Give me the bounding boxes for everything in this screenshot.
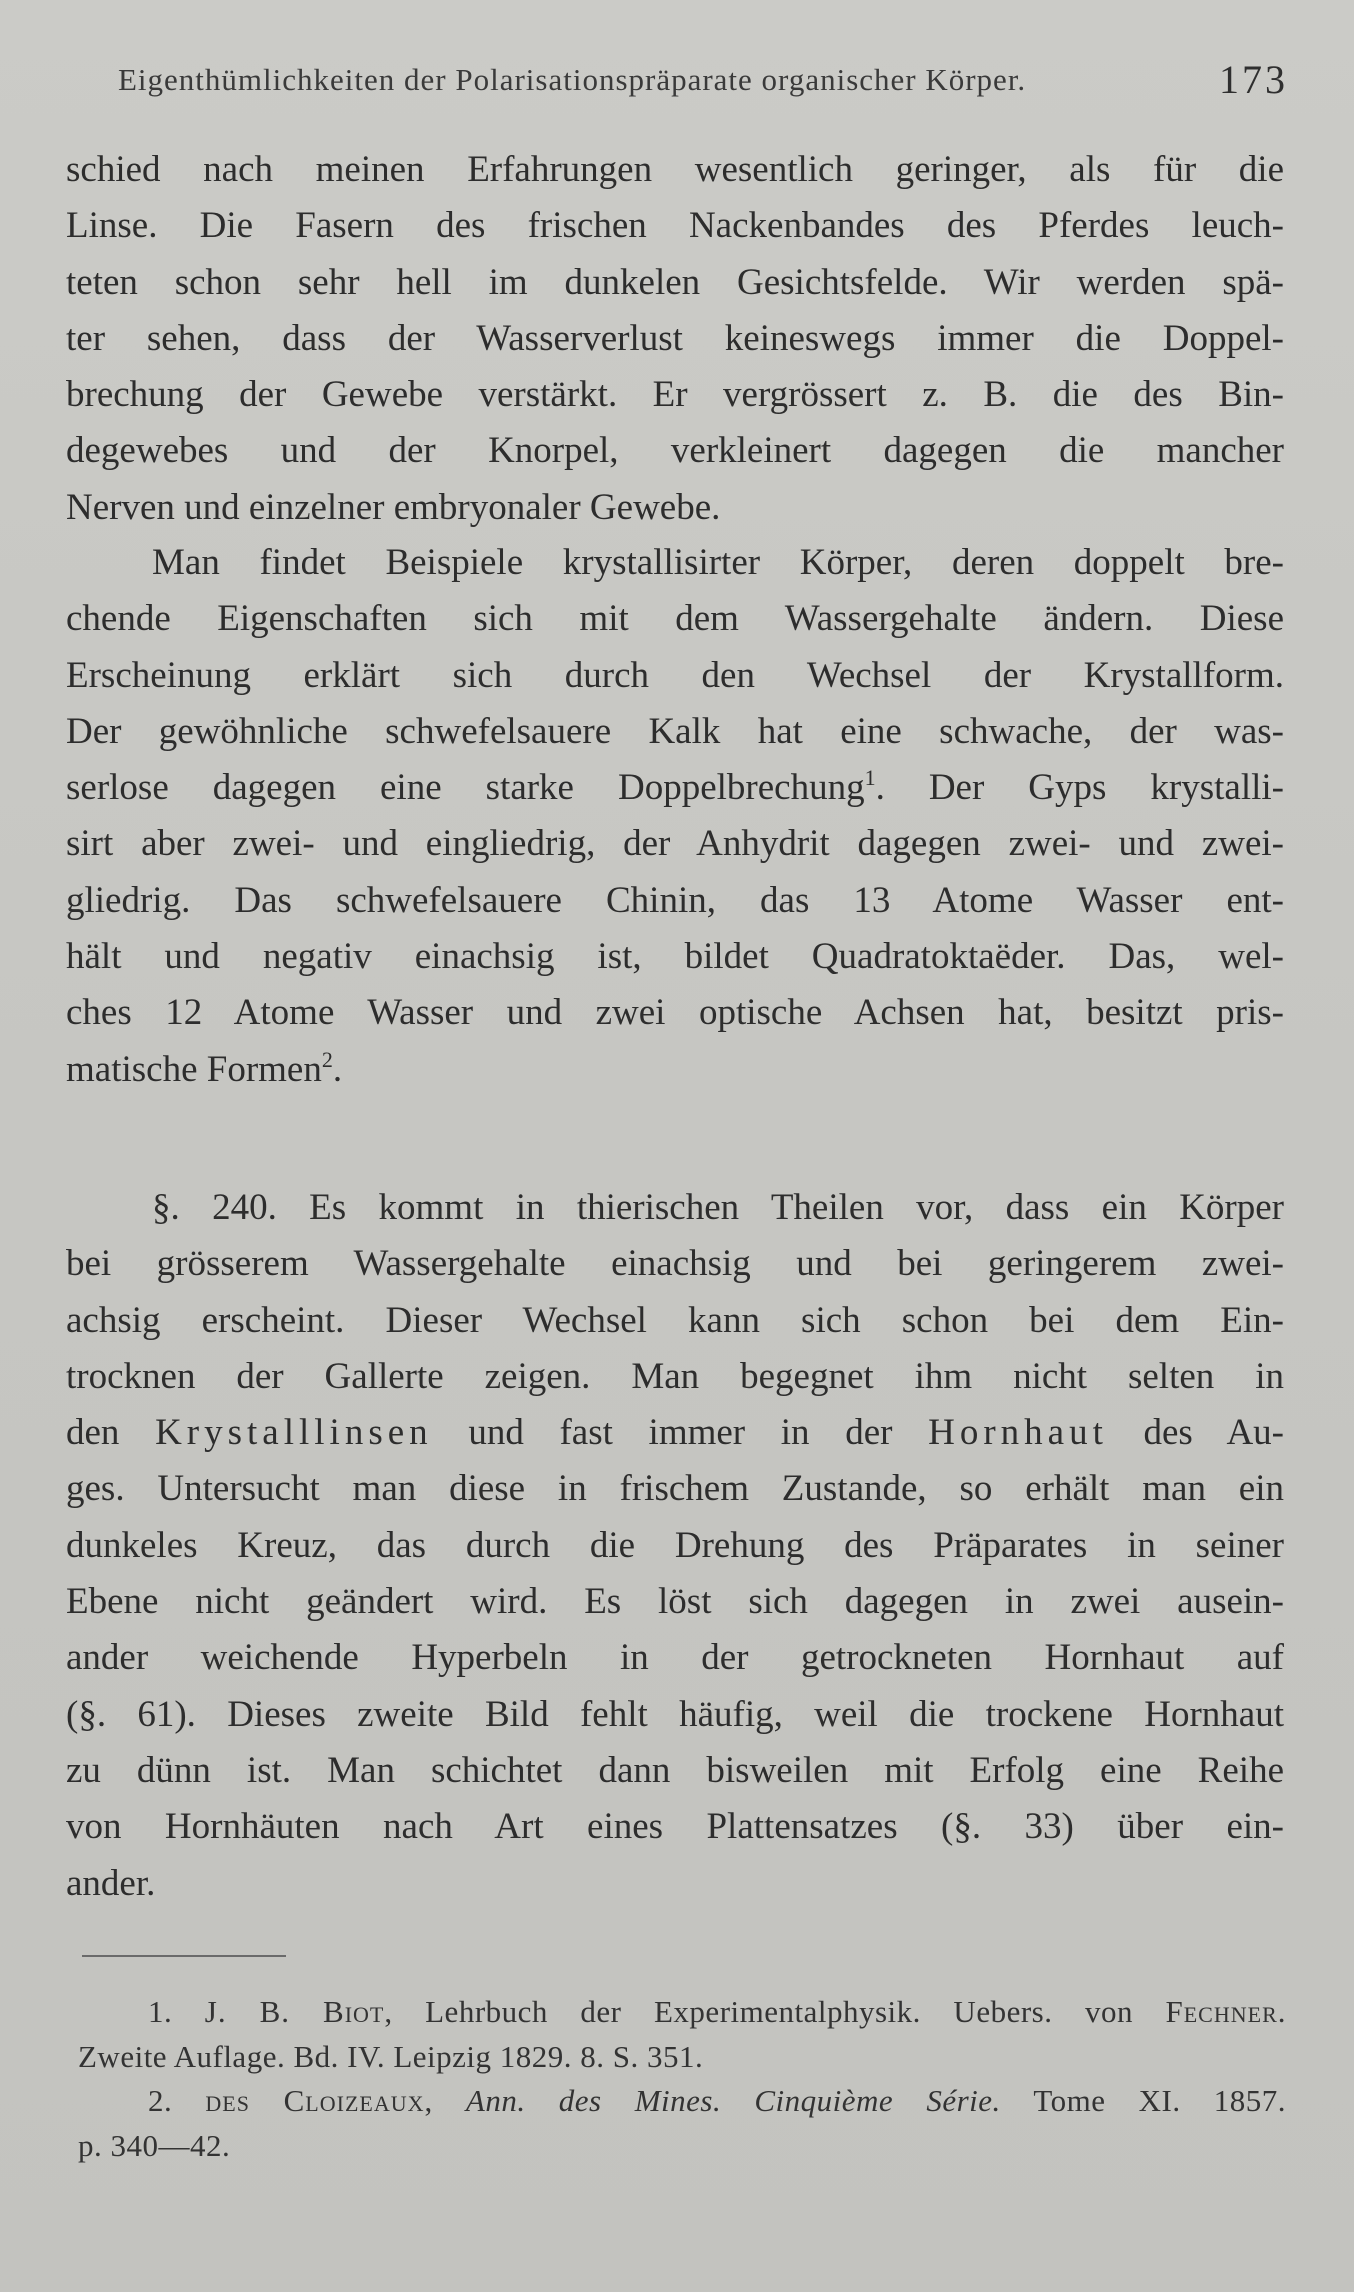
text-line: Nerven und einzelner embryonaler Gewebe. (66, 486, 721, 528)
footnote-number: 2. (148, 2083, 173, 2118)
text-run: serlose dagegen eine starke Doppelbrechung (66, 767, 865, 809)
text-line: ander weichende Hyperbeln in der getrockneten Hornhaut auf (66, 1637, 1284, 1679)
section-heading-line: §. 240. Es kommt in thierischen Theilen vor, dass ein Körper (152, 1187, 1284, 1228)
text-line: bei grösserem Wassergehalte einachsig und bei geringerem zwei- (66, 1243, 1284, 1285)
text-line: teten schon sehr hell im dunkelen Gesichtsfelde. Wir werden spä- (66, 261, 1284, 303)
text-line (66, 1405, 1284, 1461)
footnote-text: Tome XI. 1857. (1000, 2083, 1287, 2118)
text-line: zu dünn ist. Man schichtet dann bisweilen mit Erfolg eine Reihe (66, 1749, 1284, 1791)
footnote-ref-1: 1 (864, 765, 876, 791)
text-line: chende Eigenschaften sich mit dem Wassergehalte ändern. Diese (66, 598, 1284, 640)
text-line: Der gewöhnliche schwefelsauere Kalk hat eine schwache, der was- (66, 710, 1284, 752)
footnote-text: . (1277, 1994, 1286, 2029)
paragraph-2 (66, 535, 1284, 1098)
text-line: achsig erscheint. Dieser Wechsel kann sich schon bei dem Ein- (66, 1299, 1284, 1341)
text-run: des Au- (1107, 1412, 1284, 1454)
text-line: ges. Untersucht man diese in frischem Zustande, so erhält man ein (66, 1468, 1284, 1510)
footnote-author: des Cloizeaux (205, 2083, 425, 2118)
text-line (66, 760, 1284, 816)
text-run: matische Formen (66, 1048, 322, 1090)
footnote-author: J. B. Biot (204, 1994, 385, 2029)
text-line: brechung der Gewebe verstärkt. Er vergrössert z. B. die des Bin- (66, 374, 1284, 416)
footnote-ref-2: 2 (321, 1046, 333, 1072)
footnote-number: 1. (148, 1994, 173, 2029)
text-line: (§. 61). Dieses zweite Bild fehlt häufig, weil die trockene Hornhaut (66, 1693, 1284, 1735)
text-line: von Hornhäuten nach Art eines Plattensatzes (§. 33) über ein- (66, 1806, 1284, 1848)
text-run: und fast immer in der (432, 1412, 929, 1454)
text-line: dunkeles Kreuz, das durch die Drehung des Präparates in seiner (66, 1524, 1284, 1566)
text-line: ter sehen, dass der Wasserverlust keineswegs immer die Doppel- (66, 317, 1284, 359)
emphasis-term: Hornhaut (928, 1412, 1108, 1454)
text-line: trocknen der Gallerte zeigen. Man begegnet ihm nicht selten in (66, 1355, 1284, 1397)
footnote-2 (78, 2079, 1286, 2124)
footnote-divider (82, 1955, 286, 1957)
footnote-2-continued: p. 340—42. (78, 2127, 231, 2163)
paragraph-1 (66, 142, 1284, 536)
text-line: Man findet Beispiele krystallisirter Körper, deren doppelt bre- (152, 542, 1284, 583)
text-line: ches 12 Atome Wasser und zwei optische Achsen hat, besitzt pris- (66, 992, 1284, 1034)
text-line: Linse. Die Fasern des frischen Nackenbandes des Pferdes leuch- (66, 205, 1284, 247)
running-head (118, 56, 1288, 116)
page-number: 173 (1219, 57, 1288, 102)
footnote-1-continued: Zweite Auflage. Bd. IV. Leipzig 1829. 8. S. 351. (78, 2038, 704, 2074)
text-line: degewebes und der Knorpel, verkleinert dagegen die mancher (66, 430, 1284, 472)
text-line: hält und negativ einachsig ist, bildet Quadratoktaëder. Das, wel- (66, 936, 1284, 978)
footnotes (78, 1990, 1286, 2168)
text-run: den (66, 1412, 156, 1454)
text-line: gliedrig. Das schwefelsauere Chinin, das 13 Atome Wasser ent- (66, 879, 1284, 921)
footnote-translator: Fechner (1165, 1994, 1278, 2029)
text-line (66, 1042, 1284, 1098)
text-line: schied nach meinen Erfahrungen wesentlich geringer, als für die (66, 149, 1284, 190)
footnote-text: , Lehrbuch der Experimentalphysik. Uebers. von (384, 1994, 1166, 2029)
footnote-journal: Ann. des Mines. Cinquième Série. (465, 2083, 1001, 2118)
text-line: Ebene nicht geändert wird. Es löst sich dagegen in zwei ausein- (66, 1581, 1284, 1623)
section-240 (66, 1180, 1284, 1912)
running-head-title: Eigenthümlichkeiten der Polarisationspräparate organischer Körper. (118, 62, 1027, 97)
footnote-1 (78, 1990, 1286, 2035)
text-run: . Der Gyps krystalli- (875, 767, 1284, 809)
emphasis-term: Krystalllinsen (155, 1412, 433, 1454)
text-line: sirt aber zwei- und eingliedrig, der Anhydrit dagegen zwei- und zwei- (66, 823, 1284, 865)
text-line: ander. (66, 1862, 156, 1904)
text-run: . (332, 1048, 343, 1090)
footnote-text: , (424, 2083, 466, 2118)
text-line: Erscheinung erklärt sich durch den Wechsel der Krystallform. (66, 654, 1284, 696)
